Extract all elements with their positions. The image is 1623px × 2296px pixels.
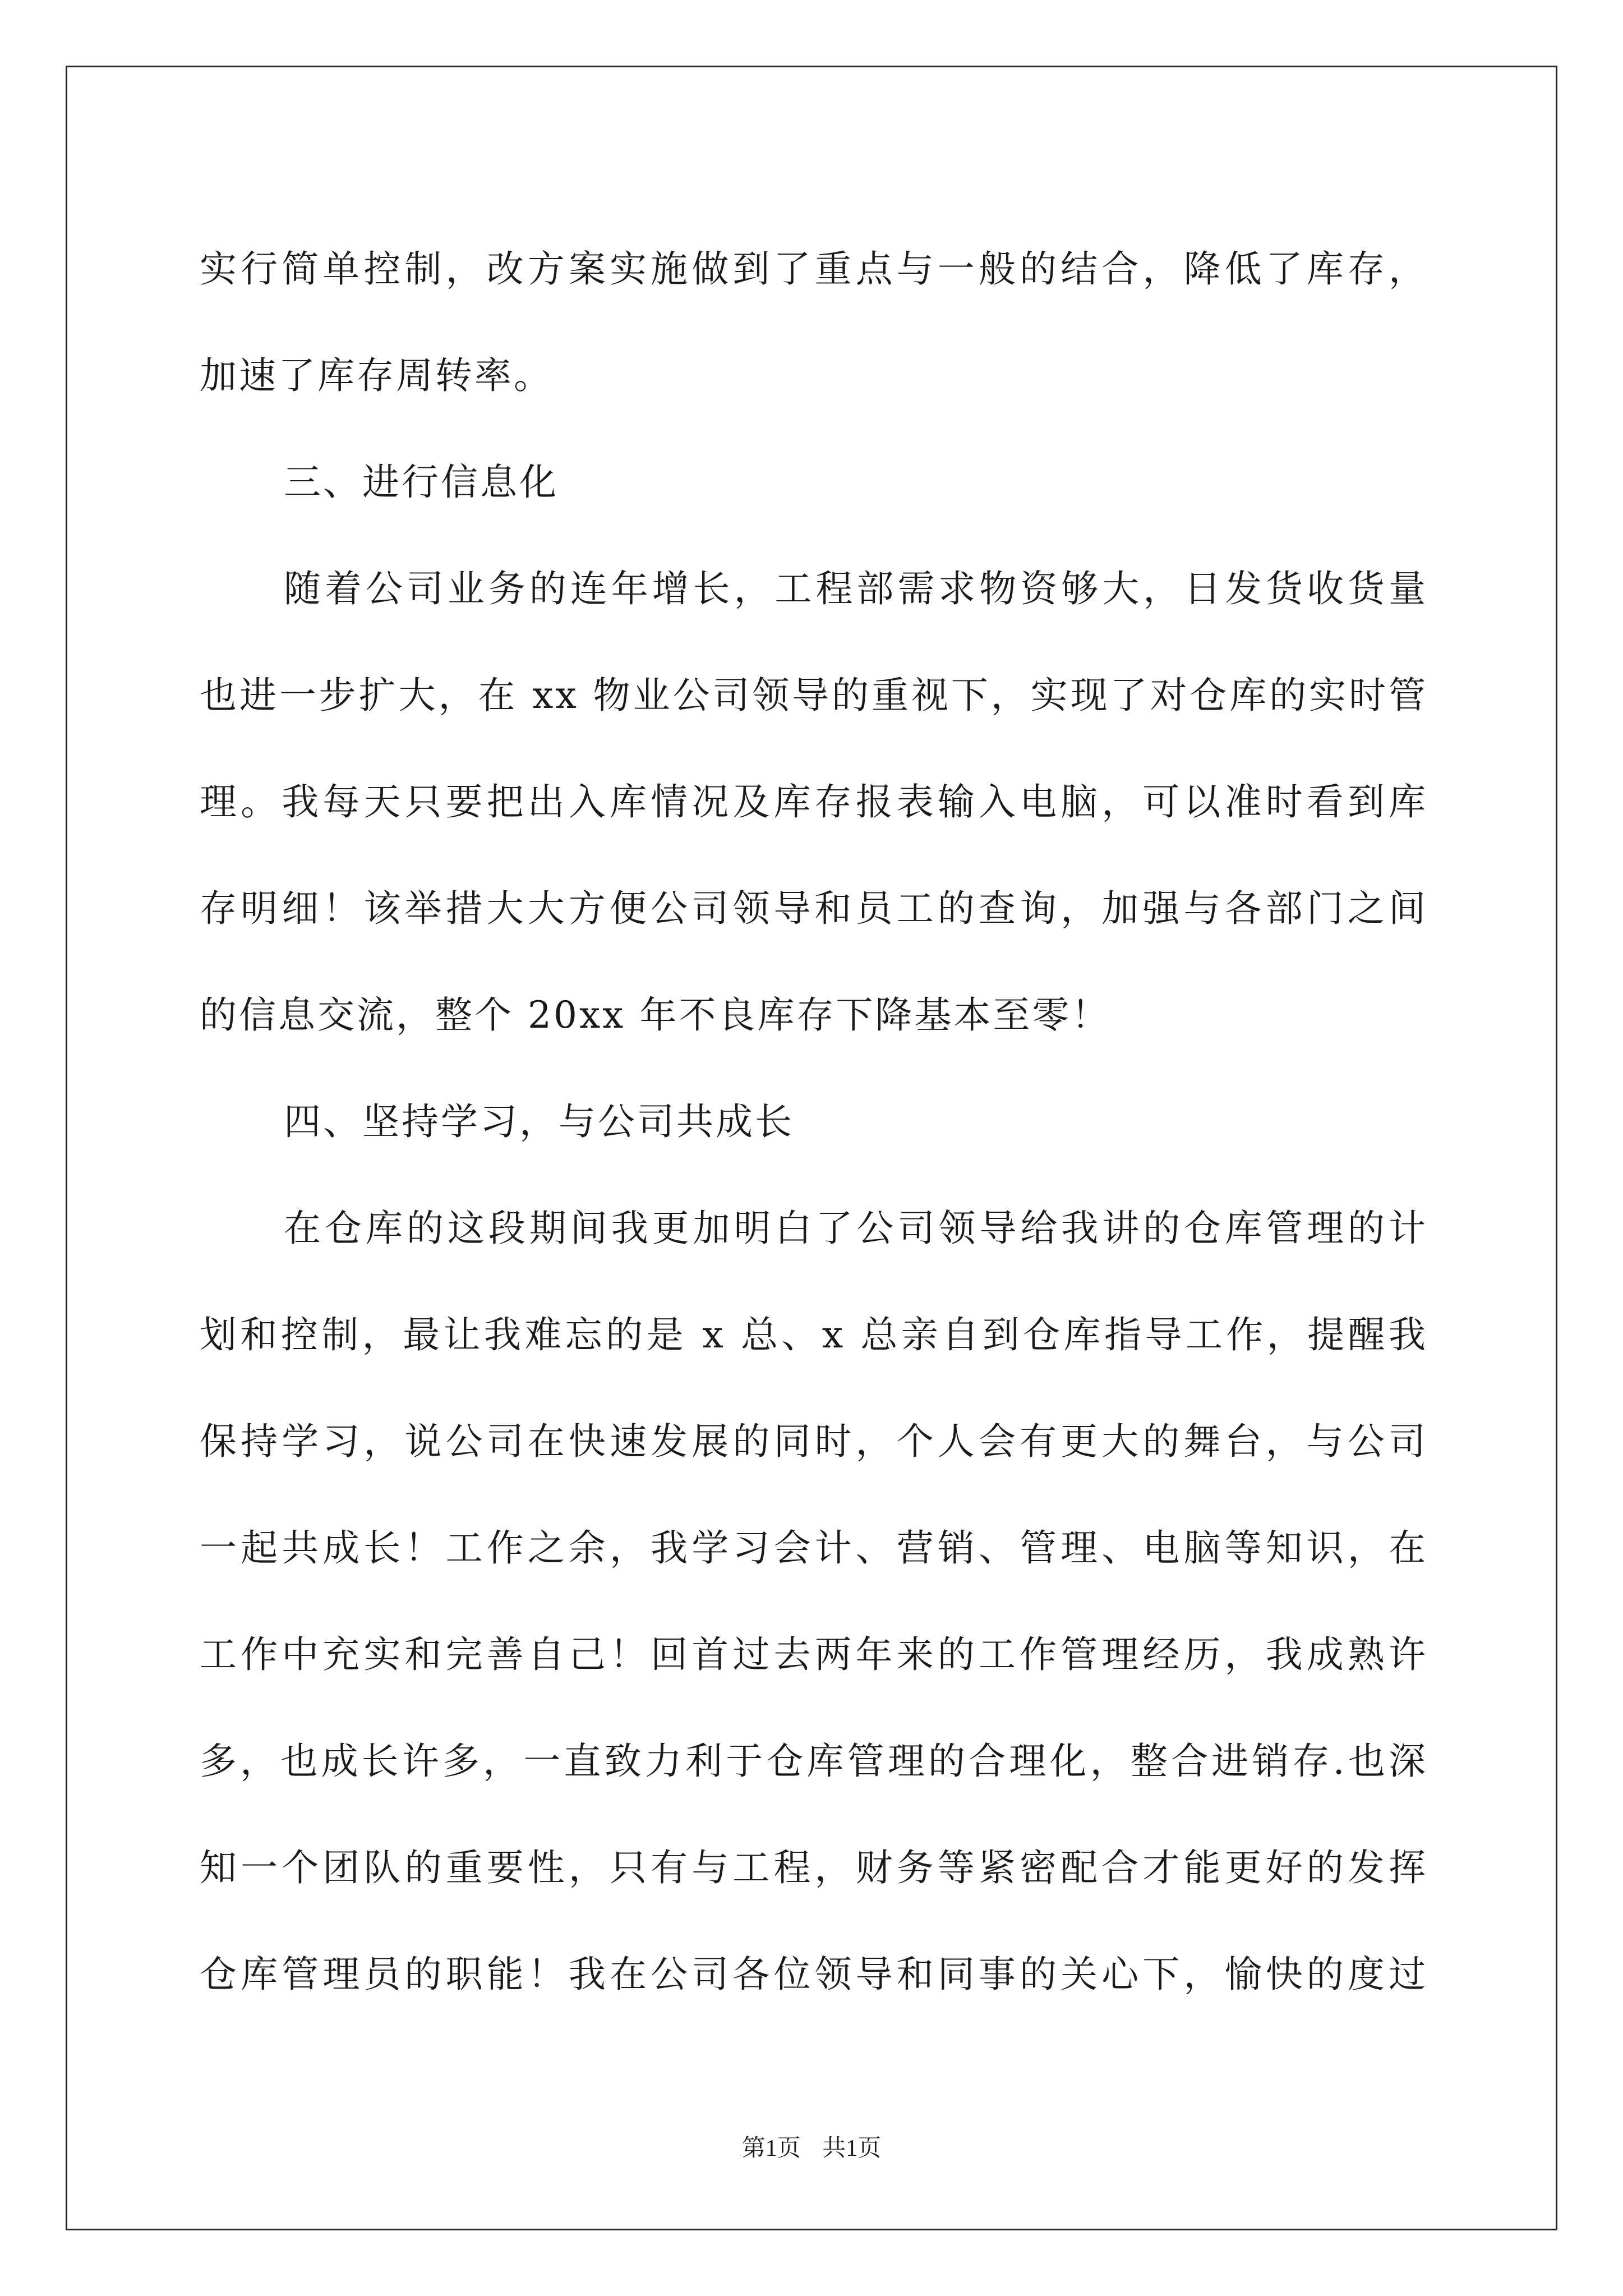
- text-line: 仓库管理员的职能！我在公司各位领导和同事的关心下，愉快的度过: [200, 1953, 1428, 1996]
- page-total: 共1页: [822, 2136, 882, 2161]
- text-line: 四、坚持学习，与公司共成长: [284, 1100, 794, 1143]
- text-line: 在仓库的这段期间我更加明白了公司领导给我讲的仓库管理的计: [284, 1207, 1428, 1250]
- text-line: 理。我每天只要把出入库情况及库存报表输入电脑，可以准时看到库: [200, 780, 1428, 823]
- text-line: 知一个团队的重要性，只有与工程，财务等紧密配合才能更好的发挥: [200, 1846, 1428, 1889]
- text-line: 三、进行信息化: [284, 461, 559, 504]
- text-line: 划和控制，最让我难忘的是 x 总、x 总亲自到仓库指导工作，提醒我: [200, 1313, 1428, 1356]
- text-line: 工作中充实和完善自己！回首过去两年来的工作管理经历，我成熟许: [200, 1633, 1428, 1676]
- document-body: [200, 216, 1428, 2028]
- page-footer: [0, 2132, 1623, 2165]
- text-line: 随着公司业务的连年增长，工程部需求物资够大，日发货收货量: [284, 567, 1428, 610]
- text-line: 也进一步扩大，在 xx 物业公司领导的重视下，实现了对仓库的实时管: [200, 674, 1428, 717]
- text-line: 一起共成长！工作之余，我学习会计、营销、管理、电脑等知识，在: [200, 1526, 1428, 1570]
- text-line: 实行简单控制，改方案实施做到了重点与一般的结合，降低了库存，: [200, 247, 1428, 291]
- text-line: 保持学习，说公司在快速发展的同时，个人会有更大的舞台，与公司: [200, 1420, 1428, 1463]
- text-line: 的信息交流，整个 20xx 年不良库存下降基本至零！: [200, 993, 1111, 1037]
- text-line: 加速了库存周转率。: [200, 354, 553, 397]
- text-line: 多，也成长许多，一直致力利于仓库管理的合理化，整合进销存.也深: [200, 1740, 1428, 1783]
- text-line: 存明细！该举措大大方便公司领导和员工的查询，加强与各部门之间: [200, 887, 1428, 930]
- page-number: 第1页: [741, 2136, 801, 2161]
